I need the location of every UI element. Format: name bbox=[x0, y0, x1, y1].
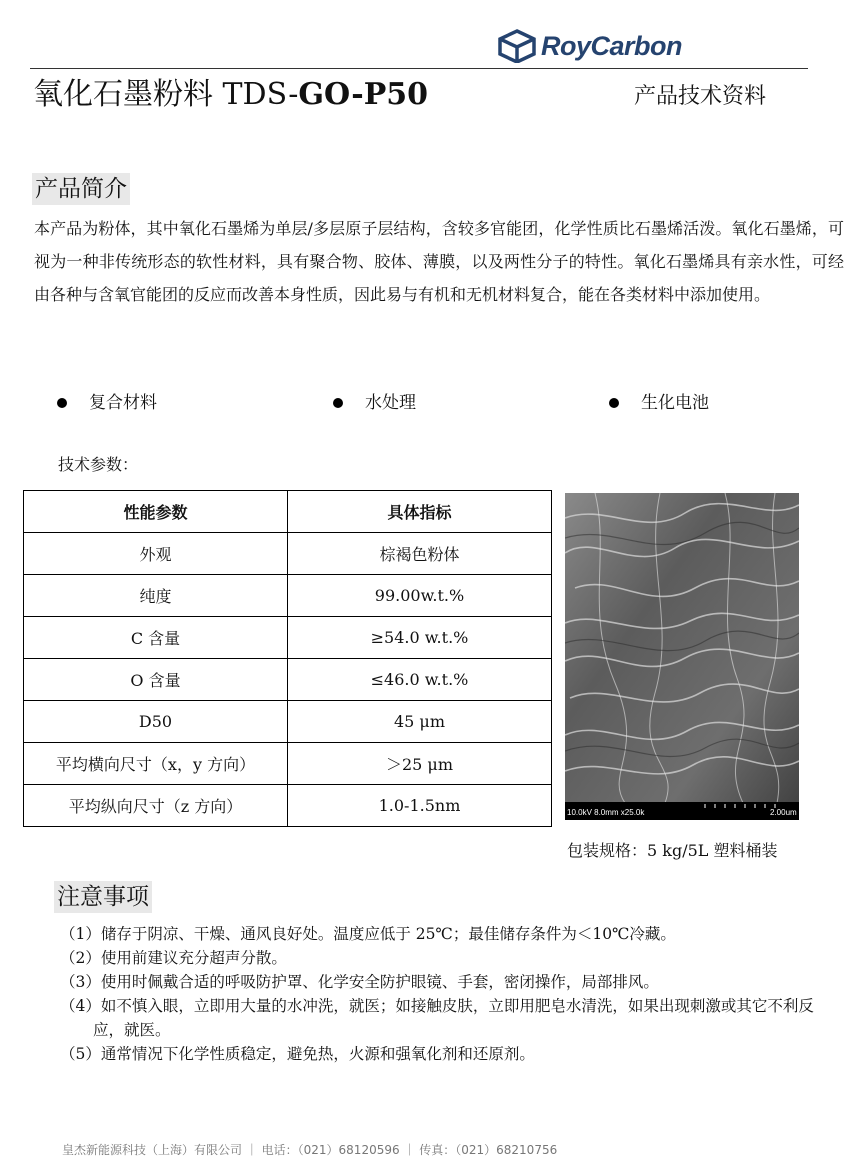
param-name: 平均横向尺寸（x，y 方向） bbox=[24, 743, 288, 785]
application-label: 生化电池 bbox=[641, 393, 709, 413]
table-header-cell: 性能参数 bbox=[24, 491, 288, 533]
sem-caption-scale: 2.00um bbox=[770, 808, 797, 817]
sem-caption-settings: 10.0kV 8.0mm x25.0k bbox=[567, 808, 645, 817]
table-row bbox=[24, 785, 552, 827]
param-name: 外观 bbox=[24, 533, 288, 575]
param-value: ≤46.0 w.t.% bbox=[288, 659, 552, 701]
document-title bbox=[33, 74, 428, 116]
table-row bbox=[24, 743, 552, 785]
header-divider bbox=[30, 68, 808, 69]
param-name: O 含量 bbox=[24, 659, 288, 701]
application-item bbox=[333, 390, 416, 416]
bullet-icon bbox=[57, 398, 67, 408]
param-value: 99.00w.t.% bbox=[288, 575, 552, 617]
application-label: 水处理 bbox=[365, 393, 416, 413]
param-name: D50 bbox=[24, 701, 288, 743]
param-value: ≥54.0 w.t.% bbox=[288, 617, 552, 659]
hexagon-cube-icon bbox=[497, 29, 537, 63]
footer-contact: 皇杰新能源科技（上海）有限公司 ｜ 电话：（021）68120596 ｜ 传真：（021）68210756 bbox=[62, 1143, 558, 1157]
bullet-icon bbox=[609, 398, 619, 408]
params-label: 技术参数： bbox=[58, 455, 139, 474]
table-header-row bbox=[24, 491, 552, 533]
brand-name: RoyCarbon bbox=[541, 30, 683, 61]
intro-paragraph: 本产品为粉体，其中氧化石墨烯为单层/多层原子层结构，含较多官能团，化学性质比石墨烯活泼。氧化石墨烯，可视为一种非传统形态的软性材料，具有聚合物、胶体、薄膜，以及两性分子的特性。氧化石墨烯具有亲水性，可经由各种与含氧官能团的反应而改善本身性质，因此易与有机和无机材料复合，能在各类材料中添加使用。 bbox=[34, 219, 844, 304]
brand-logo bbox=[497, 28, 682, 64]
param-value: ＞25 μm bbox=[288, 743, 552, 785]
bullet-icon bbox=[333, 398, 343, 408]
table-row bbox=[24, 533, 552, 575]
table-row bbox=[24, 659, 552, 701]
table-row bbox=[24, 575, 552, 617]
param-name: 平均纵向尺寸（z 方向） bbox=[24, 785, 288, 827]
note-item: （4）如不慎入眼，立即用大量的水冲洗，就医；如接触皮肤，立即用肥皂水清洗，如果出现刺激或其它不利反应，就医。 bbox=[60, 997, 814, 1039]
title-plain: 氧化石墨粉料 TDS- bbox=[33, 77, 299, 112]
application-item bbox=[57, 390, 157, 416]
param-value: 1.0-1.5nm bbox=[288, 785, 552, 827]
application-item bbox=[609, 390, 709, 416]
table-header-cell: 具体指标 bbox=[288, 491, 552, 533]
package-spec: 包装规格：5 kg/5L 塑料桶装 bbox=[567, 841, 778, 860]
application-label: 复合材料 bbox=[89, 393, 157, 413]
param-name: 纯度 bbox=[24, 575, 288, 617]
note-item: （5）通常情况下化学性质稳定，避免热，火源和强氧化剂和还原剂。 bbox=[60, 1045, 535, 1063]
param-value: 棕褐色粉体 bbox=[288, 533, 552, 575]
spec-table bbox=[23, 490, 552, 827]
title-product-code: GO-P50 bbox=[298, 77, 428, 112]
note-item: （1）储存于阴凉、干燥、通风良好处。温度应低于 25℃；最佳储存条件为＜10℃冷藏。 bbox=[60, 925, 676, 943]
note-item: （3）使用时佩戴合适的呼吸防护罩、化学安全防护眼镜、手套，密闭操作，局部排风。 bbox=[60, 973, 659, 991]
note-item: （2）使用前建议充分超声分散。 bbox=[60, 949, 287, 967]
document-subtitle: 产品技术资料 bbox=[634, 84, 767, 109]
table-row bbox=[24, 701, 552, 743]
param-value: 45 μm bbox=[288, 701, 552, 743]
notes-list bbox=[60, 922, 820, 1066]
table-row bbox=[24, 617, 552, 659]
sem-micrograph bbox=[565, 493, 799, 820]
intro-heading: 产品简介 bbox=[32, 173, 130, 205]
param-name: C 含量 bbox=[24, 617, 288, 659]
notes-heading: 注意事项 bbox=[54, 881, 152, 913]
